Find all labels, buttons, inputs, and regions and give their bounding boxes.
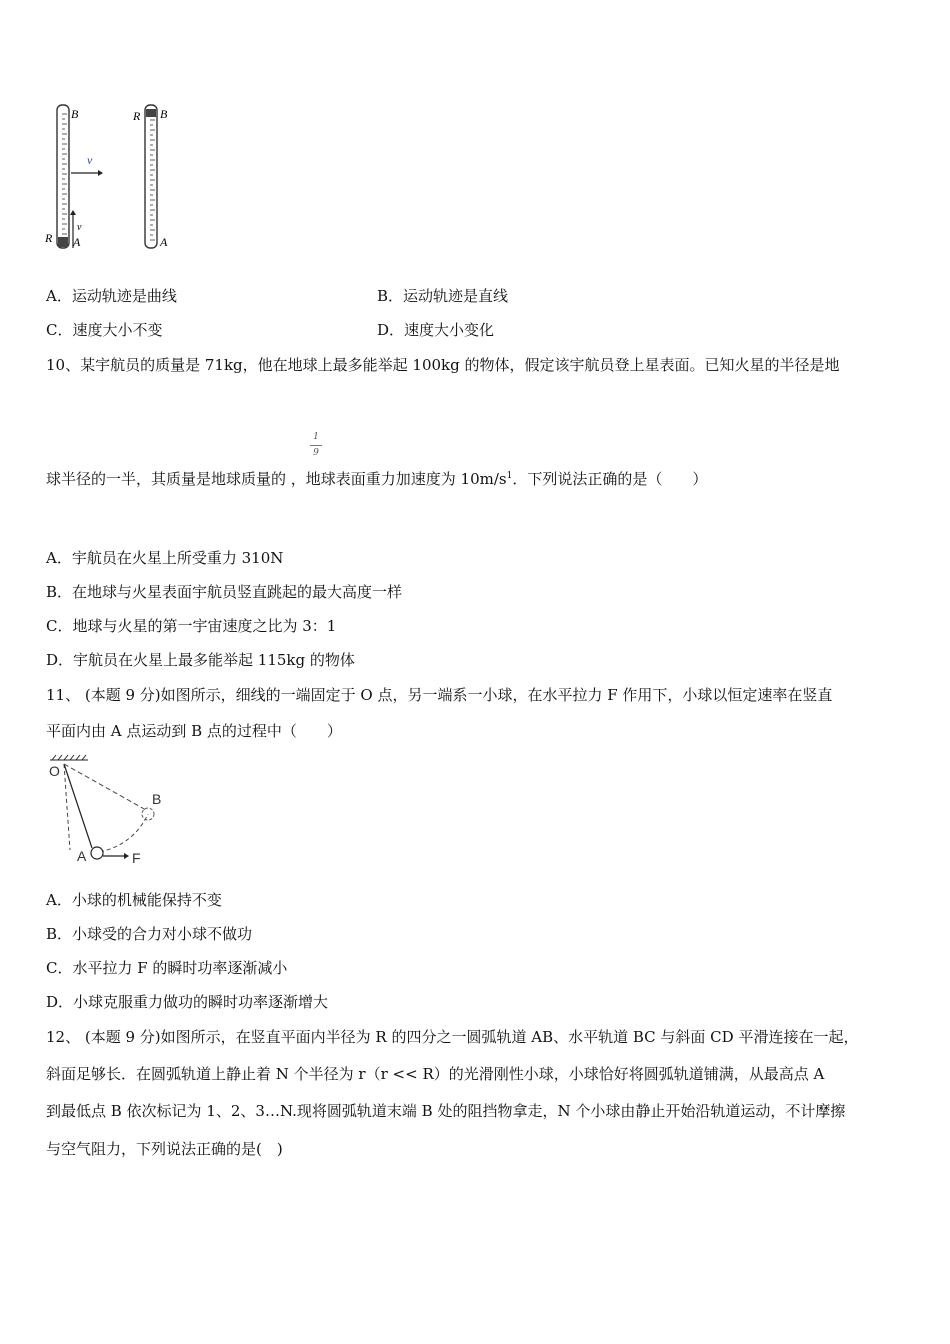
q12-stem-line3: 到最低点 B 依次标记为 1、2、3…N.现将圆弧轨道末端 B 处的阻挡物拿走，N 个小球由静止开始沿轨道运动，不计摩擦 [46, 1102, 846, 1120]
q11-pendulum-figure [44, 752, 184, 872]
q10-option-a[interactable]: A．宇航员在火星上所受重力 310N [46, 549, 284, 567]
label-f: F [132, 850, 141, 866]
velocity-label-v: v [77, 222, 82, 233]
fraction-bar [310, 445, 322, 446]
q11-option-d[interactable]: D．小球克服重力做功的瞬时功率逐渐增大 [46, 993, 329, 1011]
q10-option-b[interactable]: B．在地球与火星表面宇航员竖直跳起的最大高度一样 [46, 583, 403, 601]
q10-option-c[interactable]: C．地球与火星的第一宇宙速度之比为 3：1 [46, 617, 337, 635]
tube2-label-r: R [133, 109, 141, 123]
q9-option-a[interactable]: A．运动轨迹是曲线 [46, 287, 177, 305]
q9-figure [40, 100, 190, 260]
velocity-label-h: v [87, 153, 93, 167]
q11-stem-line2: 平面内由 A 点运动到 B 点的过程中（ ） [46, 722, 342, 740]
fraction-denominator: 9 [313, 448, 319, 458]
ceiling [50, 755, 88, 760]
q10-stem-line2-a: 球半径的一半，其质量是地球质量的 ，地球表面重力加速度为 10m/s [46, 470, 507, 488]
label-a: A [77, 848, 87, 864]
q10-option-d[interactable]: D．宇航员在火星上最多能举起 115kg 的物体 [46, 651, 355, 669]
ball-a [91, 847, 103, 859]
q9-option-d[interactable]: D．速度大小变化 [377, 321, 495, 339]
q12-stem-line2: 斜面足够长．在圆弧轨道上静止着 N 个半径为 r（r << R）的光滑刚性小球，小球恰好将圆弧轨道铺满，从最高点 A [46, 1065, 825, 1083]
trajectory-arc [100, 814, 148, 852]
q9-option-b[interactable]: B．运动轨迹是直线 [377, 287, 509, 305]
q10-sup: 1 [506, 471, 513, 481]
q10-stem-line1: 10、某宇航员的质量是 71kg，他在地球上最多能举起 100kg 的物体，假定该宇航员登上星表面。已知火星的半径是地 [46, 356, 840, 374]
q12-stem-line4: 与空气阻力，下列说法正确的是( ) [46, 1140, 283, 1158]
q11-option-a[interactable]: A．小球的机械能保持不变 [46, 891, 222, 909]
tube-1 [57, 105, 69, 248]
vertical-dashed-line [64, 764, 70, 850]
q12-stem-line1: 12、 (本题 9 分)如图所示，在竖直平面内半径为 R 的四分之一圆弧轨道 AB、水平轨道 BC 与斜面 CD 平滑连接在一起， [46, 1028, 859, 1046]
q10-fraction [309, 432, 323, 459]
q11-stem-line1: 11、 (本题 9 分)如图所示，细线的一端固定于 O 点，另一端系一小球，在水平拉力 F 作用下，小球以恒定速率在竖直 [46, 686, 833, 704]
tube1-label-b: B [71, 107, 79, 121]
q11-option-c[interactable]: C．水平拉力 F 的瞬时功率逐渐减小 [46, 959, 288, 977]
label-o: O [49, 763, 60, 779]
tube2-label-b: B [160, 107, 168, 121]
fraction-numerator: 1 [313, 432, 319, 442]
string-to-b [64, 764, 146, 810]
label-b: B [152, 791, 162, 807]
q10-stem-line2-b: ．下列说法正确的是（ ） [512, 470, 708, 488]
tube2-label-a: A [160, 235, 168, 249]
horizontal-velocity-arrow [71, 170, 103, 176]
tube1-label-r: R [45, 231, 53, 245]
q9-option-c[interactable]: C．速度大小不变 [46, 321, 163, 339]
string-to-a [64, 764, 92, 848]
q11-option-b[interactable]: B．小球受的合力对小球不做功 [46, 925, 253, 943]
tube1-label-a: A [73, 235, 81, 249]
q10-stem-line2 [46, 466, 707, 489]
tube-2 [145, 105, 157, 248]
force-arrow [103, 853, 129, 859]
